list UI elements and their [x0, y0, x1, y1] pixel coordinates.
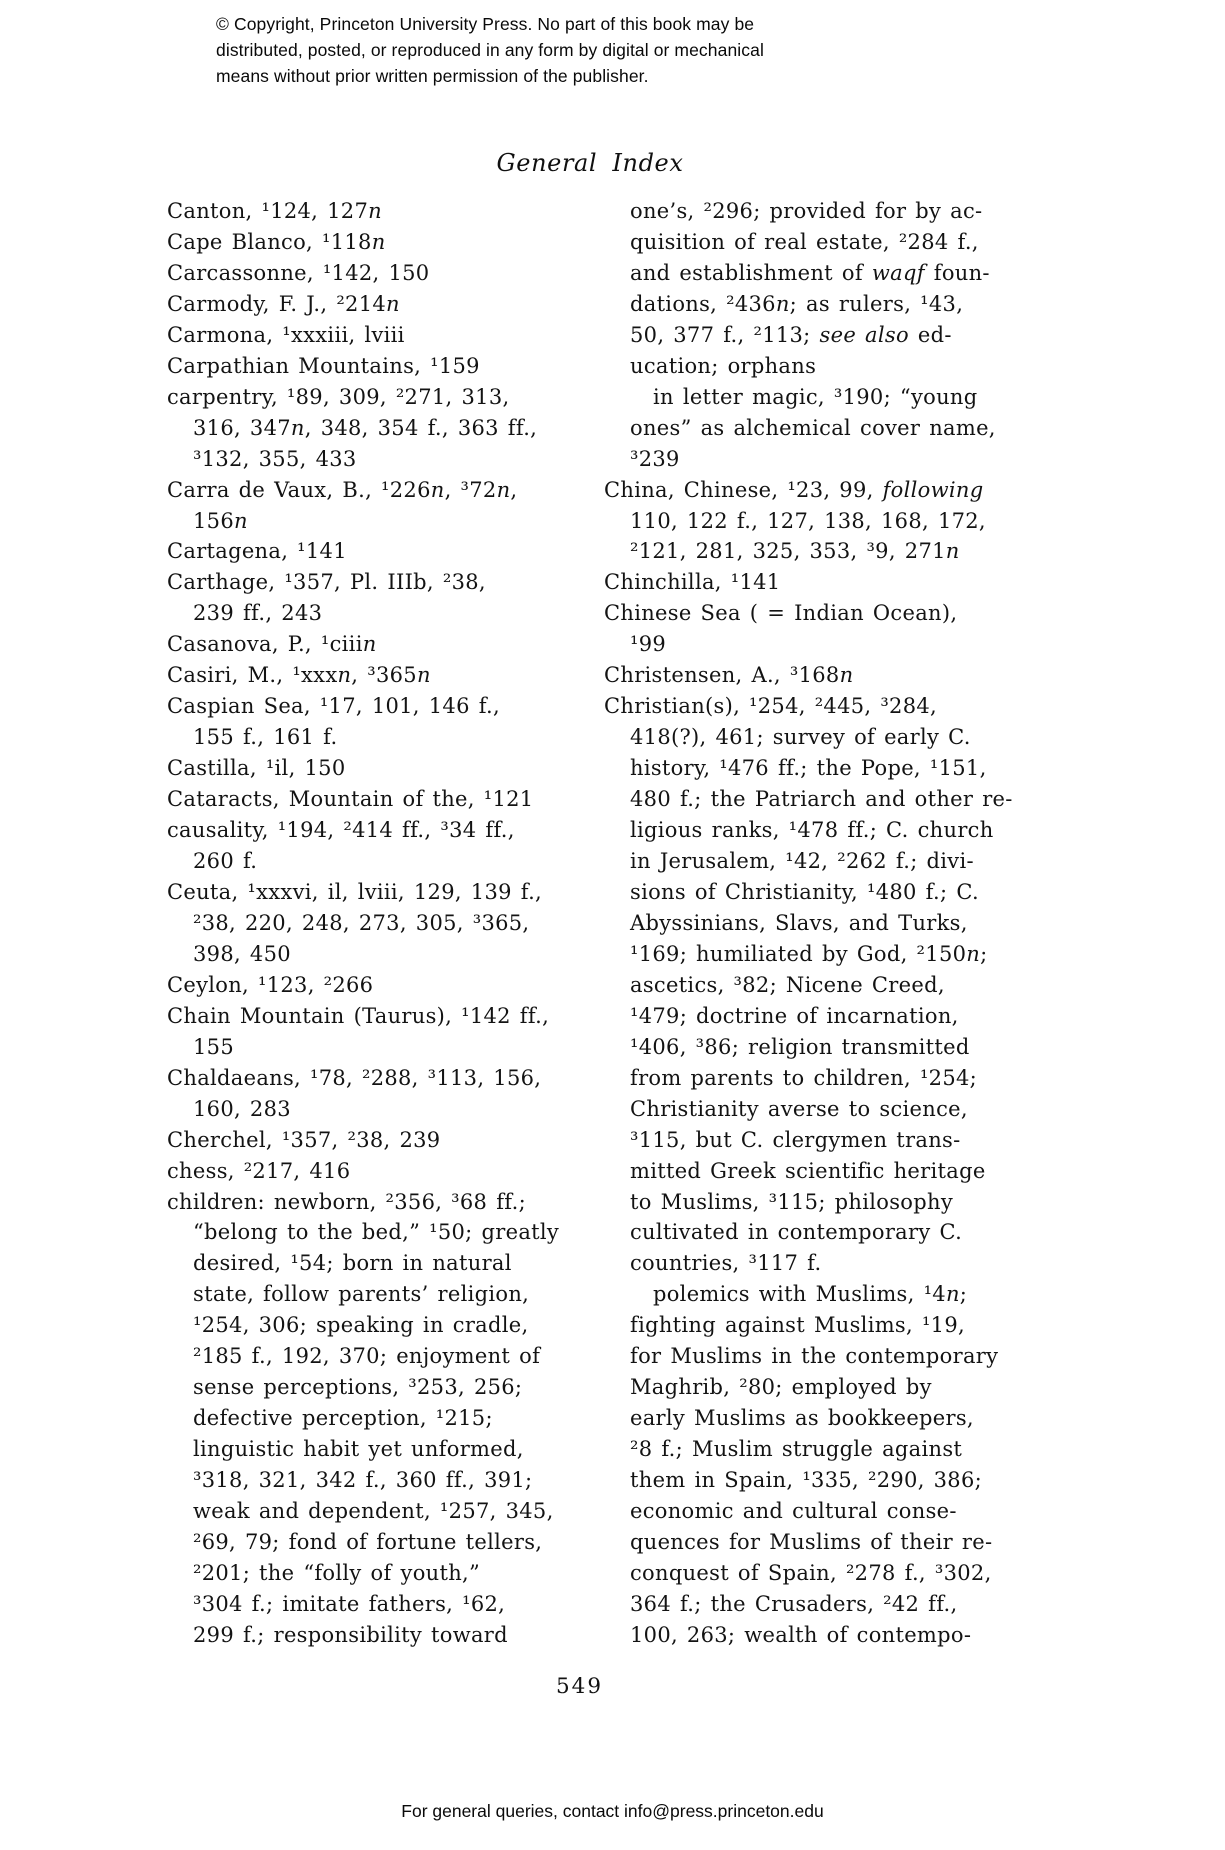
index-line: sense perceptions, ³253, 256; [193, 1375, 523, 1400]
index-line: from parents to children, ¹254; [630, 1065, 978, 1090]
index-line: ¹406, ³86; religion transmitted [630, 1034, 970, 1059]
index-line: 299 f.; responsibility toward [193, 1622, 508, 1647]
index-line: ²38, 220, 248, 273, 305, ³365, [193, 910, 530, 935]
index-line: economic and cultural conse- [630, 1499, 957, 1524]
footer-contact: For general queries, contact info@press.princeton.edu [401, 1801, 824, 1821]
index-line: ³115, but C. clergymen trans- [630, 1127, 961, 1152]
index-line: Maghrib, ²80; employed by [630, 1375, 932, 1400]
index-line: children: newborn, ²356, ³68 ff.; [167, 1189, 526, 1214]
index-line: early Muslims as bookkeepers, [630, 1406, 974, 1431]
index-line: ²121, 281, 325, 353, ³9, 271n [630, 539, 960, 564]
index-line: 50, 377 f., ²113; see also ed- [630, 322, 952, 347]
index-line: ²8 f.; Muslim struggle against [630, 1437, 963, 1462]
index-line: one’s, ²296; provided for by ac- [630, 199, 983, 223]
index-line: ³239 [630, 446, 680, 471]
index-line: 364 f.; the Crusaders, ²42 ff., [630, 1591, 958, 1616]
index-line: Carmona, ¹xxxiii, lviii [167, 322, 405, 347]
index-line: 156n [193, 508, 248, 533]
index-line: ¹169; humiliated by God, ²150n; [630, 941, 988, 966]
index-line: dations, ²436n; as rulers, ¹43, [630, 291, 964, 316]
index-line: 480 f.; the Patriarch and other re- [630, 787, 1013, 812]
index-line: quences for Muslims of their re- [630, 1529, 993, 1554]
index-line: 160, 283 [193, 1096, 291, 1121]
index-line: ¹99 [630, 632, 667, 657]
index-line: 316, 347n, 348, 354 f., 363 ff., [193, 415, 538, 440]
index-line: cultivated in contemporary C. [630, 1220, 963, 1245]
index-line: Cherchel, ¹357, ²38, 239 [167, 1127, 441, 1152]
index-line: ²201; the “folly of youth,” [193, 1560, 481, 1585]
index-line: Chinchilla, ¹141 [604, 570, 781, 595]
index-line: Chinese Sea ( = Indian Ocean), [604, 601, 958, 626]
index-line: Ceuta, ¹xxxvi, il, lviii, 129, 139 f., [167, 879, 543, 904]
index-line: Caspian Sea, ¹17, 101, 146 f., [167, 694, 500, 719]
page-number: 549 [556, 1674, 604, 1699]
index-line: Chain Mountain (Taurus), ¹142 ff., [167, 1003, 550, 1028]
index-line: in letter magic, ³190; “young [653, 384, 978, 409]
index-line: Castilla, ¹il, 150 [167, 756, 346, 781]
index-line: 110, 122 f., 127, 138, 168, 172, [630, 508, 986, 533]
copyright-line: distributed, posted, or reproduced in any form by digital or mechanical [216, 40, 764, 60]
index-line: Abyssinians, Slavs, and Turks, [630, 910, 968, 935]
index-line: Ceylon, ¹123, ²266 [167, 972, 374, 997]
index-line: Cataracts, Mountain of the, ¹121 [167, 787, 534, 812]
index-line: mitted Greek scientific heritage [630, 1158, 986, 1183]
index-line: 239 ff., 243 [193, 601, 323, 626]
index-line: causality, ¹194, ²414 ff., ³34 ff., [167, 818, 515, 843]
index-line: ²185 f., 192, 370; enjoyment of [193, 1344, 541, 1369]
index-line: Carpathian Mountains, ¹159 [167, 353, 480, 378]
index-line: China, Chinese, ¹23, 99, following [604, 477, 984, 502]
index-line: in Jerusalem, ¹42, ²262 f.; divi- [630, 849, 974, 874]
index-line: ones” as alchemical cover name, [630, 415, 996, 440]
index-line: 155 [193, 1034, 234, 1059]
index-column-right [604, 196, 1054, 1651]
index-line: 100, 263; wealth of contempo- [630, 1622, 972, 1647]
index-line: Carra de Vaux, B., ¹226n, ³72n, [167, 477, 518, 502]
index-line: ucation; orphans [630, 353, 817, 378]
index-line: to Muslims, ³115; philosophy [630, 1189, 953, 1214]
index-line: ¹479; doctrine of incarnation, [630, 1003, 959, 1028]
index-line: history, ¹476 ff.; the Pope, ¹151, [630, 756, 987, 781]
page-title: General Index [496, 149, 684, 177]
index-line: countries, ³117 f. [630, 1251, 822, 1276]
index-line: ¹254, 306; speaking in cradle, [193, 1313, 529, 1338]
index-line: ³304 f.; imitate fathers, ¹62, [193, 1591, 506, 1616]
index-line: fighting against Muslims, ¹19, [630, 1313, 965, 1338]
index-line: Carcassonne, ¹142, 150 [167, 260, 430, 285]
copyright-line: means without prior written permission of the publisher. [216, 66, 649, 86]
index-line: sions of Christianity, ¹480 f.; C. [630, 879, 979, 904]
copyright-line: © Copyright, Princeton University Press. No part of this book may be [216, 14, 755, 34]
index-line: carpentry, ¹89, 309, ²271, 313, [167, 384, 510, 409]
index-line: for Muslims in the contemporary [630, 1344, 999, 1369]
index-line: Canton, ¹124, 127n [167, 199, 382, 223]
index-line: them in Spain, ¹335, ²290, 386; [630, 1468, 982, 1493]
index-line: Carmody, F. J., ²214n [167, 291, 400, 316]
index-line: 398, 450 [193, 941, 291, 966]
index-line: linguistic habit yet unformed, [193, 1437, 524, 1462]
index-line: Casiri, M., ¹xxxn, ³365n [167, 663, 431, 688]
index-line: 418(?), 461; survey of early C. [630, 725, 971, 750]
index-line: state, follow parents’ religion, [193, 1282, 530, 1307]
index-line: desired, ¹54; born in natural [193, 1251, 512, 1276]
index-line: “belong to the bed,” ¹50; greatly [193, 1220, 560, 1245]
index-line: 155 f., 161 f. [193, 725, 338, 750]
index-line: polemics with Muslims, ¹4n; [653, 1282, 968, 1307]
index-line: Christianity averse to science, [630, 1096, 968, 1121]
index-line: Christensen, A., ³168n [604, 663, 854, 688]
index-line: and establishment of waqf foun- [630, 260, 990, 285]
copyright-notice [216, 11, 764, 89]
index-line: ligious ranks, ¹478 ff.; C. church [630, 818, 994, 843]
index-line: Casanova, P., ¹ciiin [167, 632, 377, 657]
index-line: Carthage, ¹357, Pl. IIIb, ²38, [167, 570, 486, 595]
index-line: quisition of real estate, ²284 f., [630, 229, 979, 254]
index-line: ³318, 321, 342 f., 360 ff., 391; [193, 1468, 533, 1493]
index-line: weak and dependent, ¹257, 345, [193, 1499, 554, 1524]
index-line: ³132, 355, 433 [193, 446, 357, 471]
index-line: 260 f. [193, 849, 258, 874]
index-line: Chaldaeans, ¹78, ²288, ³113, 156, [167, 1065, 542, 1090]
index-line: Christian(s), ¹254, ²445, ³284, [604, 694, 938, 719]
index-line: ascetics, ³82; Nicene Creed, [630, 972, 945, 997]
index-line: conquest of Spain, ²278 f., ³302, [630, 1560, 992, 1585]
index-line: chess, ²217, 416 [167, 1158, 351, 1183]
index-line: Cartagena, ¹141 [167, 539, 347, 564]
index-column-left [167, 196, 607, 1651]
index-line: defective perception, ¹215; [193, 1406, 493, 1431]
index-line: Cape Blanco, ¹118n [167, 229, 386, 254]
index-line: ²69, 79; fond of fortune tellers, [193, 1529, 543, 1554]
